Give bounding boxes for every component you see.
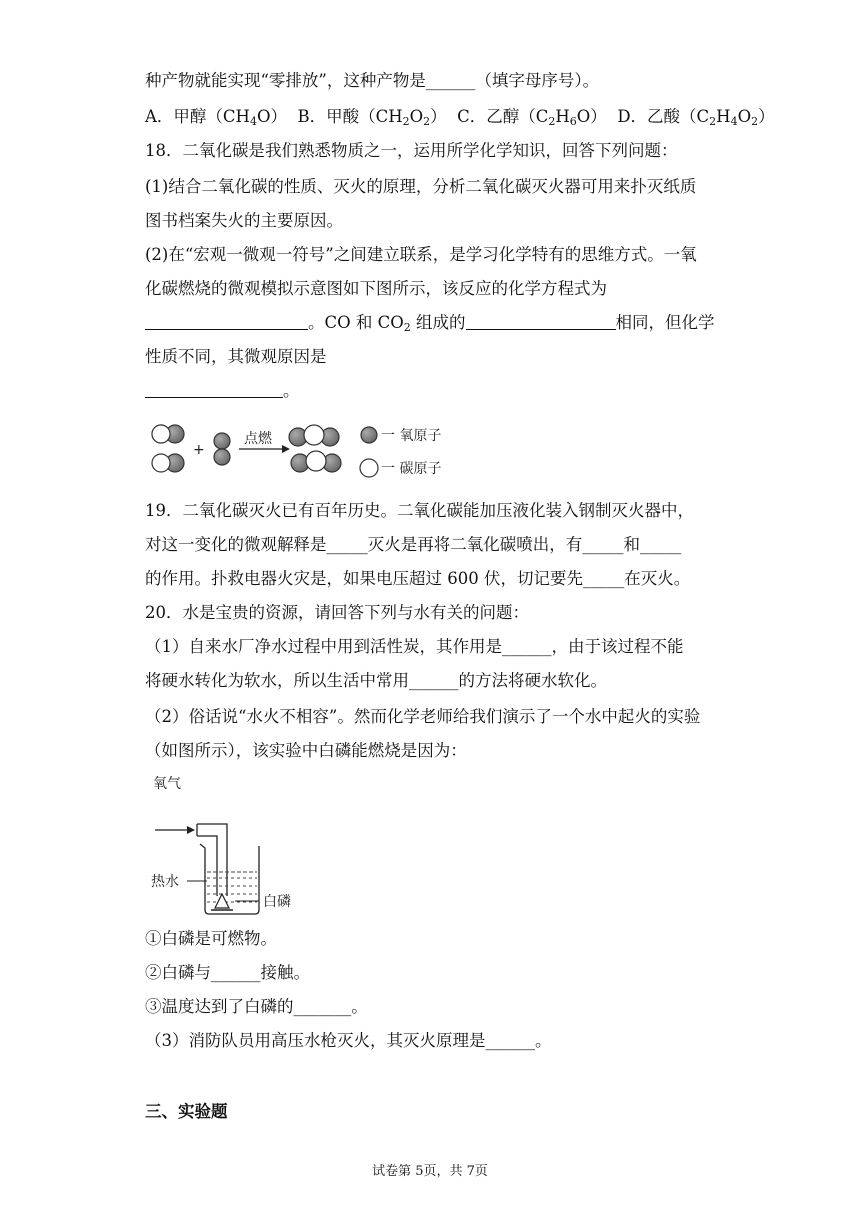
page-footer: 试卷第 5页，共 7页 xyxy=(372,1164,488,1179)
q17-continuation: 种产物就能实现“零排放”，这种产物是______（填字母序号）。 xyxy=(145,71,600,90)
q18-part2-line4: 性质不同，其微观原因是 xyxy=(145,347,327,366)
q20-part2-line1: （2）俗话说“水火不相容”。然而化学老师给我们演示了一个水中起火的实验 xyxy=(145,707,701,726)
legend-oxygen: 一 氧原子 xyxy=(381,428,442,444)
q20-reason1: ①白磷是可燃物。 xyxy=(145,929,277,948)
white-phosphorus-label: 白磷 xyxy=(263,894,291,910)
co-molecule xyxy=(152,425,184,443)
co-molecule xyxy=(152,454,184,472)
reaction-condition: 点燃 xyxy=(244,431,272,447)
q19-line3: 的作用。扑救电器火灾是，如果电压超过 600 伏，切记要先_____在灭火。 xyxy=(145,569,691,588)
oxygen-label: 氧气 xyxy=(153,776,181,792)
hot-water xyxy=(207,872,257,902)
q20-stem: 20．水是宝贵的资源，请回答下列与水有关的问题： xyxy=(145,603,529,622)
o2-molecule xyxy=(214,433,230,465)
arrow-head-icon xyxy=(282,445,290,453)
q18-part2-line2: 化碳燃烧的微观模拟示意图如下图所示，该反应的化学方程式为 xyxy=(145,279,607,298)
q20-part3: （3）消防队员用高压水枪灭火，其灭火原理是______。 xyxy=(145,1031,552,1050)
answer-blank[interactable] xyxy=(145,315,308,330)
beaker xyxy=(200,844,259,914)
q18-stem: 18．二氧化碳是我们熟悉物质之一，运用所学化学知识，回答下列问题： xyxy=(145,141,678,160)
q17-options: A．甲醇$(CH_4O)$ B．甲酸$(CH_2O_2)$ C．乙醇$(C_2H_6O)$ D．乙酸$(C_2H_4O_2)$ xyxy=(145,107,775,128)
co2-molecule xyxy=(291,451,341,472)
q20-part1-line2: 将硬水转化为软水，所以生活中常用______的方法将硬水软化。 xyxy=(145,671,607,690)
q20-part2-line2: （如图所示），该实验中白磷能燃烧是因为： xyxy=(145,741,467,760)
answer-blank[interactable] xyxy=(145,383,283,398)
oxygen-atom-legend-icon xyxy=(361,427,377,443)
legend-carbon: 一 碳原子 xyxy=(381,461,442,477)
answer-blank[interactable] xyxy=(466,315,616,330)
q18-part1-line2: 图书档案失火的主要原因。 xyxy=(145,211,343,230)
q19-line1: 19．二氧化碳灭火已有百年历史。二氧化碳能加压液化装入钢制灭火器中， xyxy=(145,501,694,520)
q18-part2-line5: 。 xyxy=(145,380,300,402)
q19-line2: 对这一变化的微观解释是_____灭火是再将二氧化碳喷出，有_____和_____ xyxy=(145,535,682,554)
carbon-atom-legend-icon xyxy=(360,459,378,477)
q18-part1-line1: (1)结合二氧化碳的性质、灭火的原理，分析二氧化碳灭火器可用来扑灭纸质 xyxy=(145,177,697,196)
section-heading-experiment: 三、实验题 xyxy=(145,1102,228,1121)
arrow-head-icon xyxy=(187,826,195,834)
q18-part2-line3: 。CO 和 $CO_2$ 组成的 相同，但化学 xyxy=(145,312,715,339)
plus-sign: + xyxy=(193,442,205,458)
co-combustion-diagram xyxy=(145,418,465,484)
hot-water-label: 热水 xyxy=(151,874,179,890)
white-phosphorus-experiment-figure xyxy=(145,768,315,918)
gas-tube xyxy=(197,824,227,896)
white-phosphorus-piece xyxy=(215,894,229,908)
q18-part2-line1: (2)在“宏观一微观一符号”之间建立联系，是学习化学特有的思维方式。一氧 xyxy=(145,245,697,264)
co2-molecule xyxy=(289,425,339,446)
q20-part1-line1: （1）自来水厂净水过程中用到活性炭，其作用是______，由于该过程不能 xyxy=(145,637,684,656)
q20-reason3: ③温度达到了白磷的_______。 xyxy=(145,997,368,1016)
q20-reason2: ②白磷与______接触。 xyxy=(145,963,310,982)
